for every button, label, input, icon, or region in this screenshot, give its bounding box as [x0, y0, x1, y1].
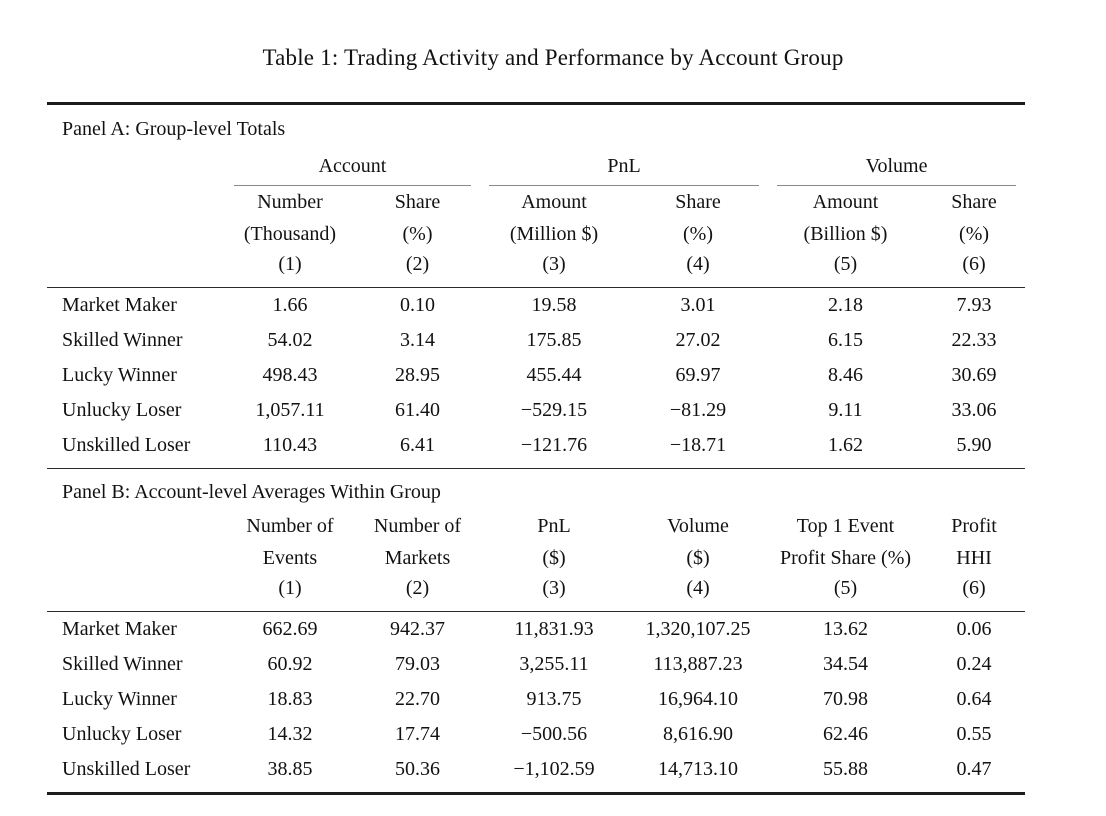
- cell-value: 9.11: [828, 399, 863, 421]
- table-row-unskilled-loser: [47, 752, 1025, 794]
- cell-value: 8.46: [828, 364, 863, 386]
- panel-a-label: Panel A: Group-level Totals: [47, 104, 1025, 152]
- column-header: Amount: [521, 190, 587, 213]
- panel-b-column-header-line2: [47, 542, 1025, 574]
- spacer-cell: [47, 151, 225, 186]
- cell-value: 1,320,107.25: [645, 618, 751, 640]
- panel-a-header-row: [47, 104, 1025, 152]
- cell-value: 33.06: [951, 399, 997, 421]
- cell-value: 0.24: [956, 653, 992, 675]
- panel-a-column-header-line2: [47, 218, 1025, 250]
- column-header-unit: (Million $): [509, 222, 599, 245]
- cell-value: −529.15: [520, 399, 588, 421]
- column-number: (4): [628, 250, 768, 288]
- cell-value: 22.70: [395, 688, 440, 710]
- column-number: (1): [225, 250, 355, 288]
- spacer-cell: [47, 186, 225, 218]
- column-number: (3): [480, 250, 628, 288]
- column-header: PnL: [537, 514, 571, 537]
- column-header-unit: ($): [542, 546, 566, 569]
- table-row-market-maker: [47, 612, 1025, 648]
- cell-value: 55.88: [768, 752, 923, 794]
- cell-value: 54.02: [267, 329, 313, 351]
- spacer-cell: [47, 218, 225, 250]
- row-label: Unlucky Loser: [62, 723, 182, 745]
- column-header-unit: ($): [686, 546, 710, 569]
- column-header: Number of: [373, 514, 462, 537]
- column-header: Number of: [246, 514, 334, 537]
- cell-value: 22.33: [951, 329, 997, 351]
- row-label: Unskilled Loser: [47, 752, 225, 794]
- column-header: Share: [951, 190, 997, 213]
- cell-value: 14,713.10: [628, 752, 768, 794]
- cell-value: 11,831.93: [514, 618, 594, 640]
- panel-a-column-number-row: [47, 250, 1025, 288]
- column-header: Share: [675, 190, 721, 213]
- table-row-skilled-winner: [47, 647, 1025, 682]
- column-number: (5): [768, 250, 923, 288]
- column-number: (2): [355, 250, 480, 288]
- cell-value: 3.14: [400, 329, 435, 351]
- column-header-unit: (Thousand): [243, 222, 337, 245]
- row-label: Unlucky Loser: [62, 399, 182, 421]
- column-header: Amount: [812, 190, 879, 213]
- cell-value: 1.66: [272, 294, 308, 316]
- cell-value: 30.69: [951, 364, 997, 386]
- cell-value: 27.02: [675, 329, 721, 351]
- cell-value: 62.46: [823, 723, 868, 745]
- cell-value: 942.37: [390, 618, 445, 640]
- group-header-pnl: [480, 151, 768, 186]
- cell-value: 6.15: [828, 329, 863, 351]
- group-header-volume-label: Volume: [777, 155, 1016, 186]
- cell-value: 8,616.90: [663, 723, 733, 745]
- cell-value: −81.29: [669, 399, 727, 421]
- cell-value: 5.90: [923, 428, 1025, 469]
- cell-value: 113,887.23: [653, 653, 743, 675]
- table-row-unskilled-loser: [47, 428, 1025, 469]
- cell-value: 6.41: [355, 428, 480, 469]
- column-header-unit: HHI: [956, 546, 992, 569]
- group-header-account: [225, 151, 480, 186]
- column-header-unit: Events: [262, 546, 318, 569]
- column-header: Top 1 Event: [796, 514, 895, 537]
- spacer-cell: [47, 510, 225, 542]
- cell-value: −18.71: [628, 428, 768, 469]
- column-header: Profit: [951, 514, 997, 537]
- row-label: Lucky Winner: [62, 688, 177, 710]
- cell-value: 19.58: [531, 294, 577, 316]
- column-number: (1): [225, 574, 355, 612]
- cell-value: 0.47: [923, 752, 1025, 794]
- row-label: Market Maker: [62, 294, 177, 316]
- table-title: Table 1: Trading Activity and Performance by Account Group: [262, 45, 844, 70]
- cell-value: 61.40: [395, 399, 440, 421]
- column-number: (5): [768, 574, 923, 612]
- row-label: Skilled Winner: [62, 329, 183, 351]
- cell-value: 913.75: [526, 688, 582, 710]
- spacer-cell: [47, 542, 225, 574]
- group-header-volume: [768, 151, 1025, 186]
- spacer-cell: [47, 574, 225, 612]
- cell-value: 110.43: [225, 428, 355, 469]
- cell-value: 0.10: [400, 294, 435, 316]
- panel-a-group-header-row: [47, 151, 1025, 186]
- cell-value: 1,057.11: [255, 399, 325, 421]
- column-header: Number: [257, 190, 323, 213]
- column-header-unit: (%): [683, 222, 713, 245]
- column-number: (6): [923, 250, 1025, 288]
- cell-value: 79.03: [395, 653, 440, 675]
- panel-b-column-number-row: [47, 574, 1025, 612]
- cell-value: 0.06: [956, 618, 992, 640]
- column-header-unit: (%): [402, 222, 433, 245]
- row-label: Lucky Winner: [62, 364, 177, 386]
- table-row-market-maker: [47, 288, 1025, 324]
- cell-value: 28.95: [395, 364, 440, 386]
- column-header-unit: Markets: [384, 546, 451, 569]
- row-label: Market Maker: [62, 618, 177, 640]
- column-number: (4): [628, 574, 768, 612]
- column-header-unit: (%): [959, 222, 990, 245]
- trading-activity-table: [47, 102, 1025, 795]
- column-header: Share: [394, 190, 441, 213]
- group-header-account-label: Account: [234, 155, 471, 186]
- panel-b-label: Panel B: Account-level Averages Within Group: [62, 481, 441, 503]
- table-row-skilled-winner: [47, 323, 1025, 358]
- cell-value: 7.93: [956, 294, 992, 316]
- spacer-cell: [47, 250, 225, 288]
- cell-value: 34.54: [823, 653, 868, 675]
- cell-value: 2.18: [828, 294, 863, 316]
- cell-value: 60.92: [267, 653, 313, 675]
- panel-b-column-header-line1: [47, 510, 1025, 542]
- cell-value: −500.56: [520, 723, 588, 745]
- cell-value: 13.62: [823, 618, 868, 640]
- row-label: Skilled Winner: [62, 653, 183, 675]
- cell-value: 69.97: [675, 364, 721, 386]
- row-label: Unskilled Loser: [47, 428, 225, 469]
- cell-value: −1,102.59: [480, 752, 628, 794]
- cell-value: 1.62: [768, 428, 923, 469]
- column-number: (3): [480, 574, 628, 612]
- column-header-unit: (Billion $): [803, 222, 888, 245]
- group-header-pnl-label: PnL: [489, 155, 759, 186]
- cell-value: 3.01: [680, 294, 716, 316]
- column-number: (6): [923, 574, 1025, 612]
- column-header: Volume: [667, 514, 729, 537]
- table-row-lucky-winner: [47, 358, 1025, 393]
- cell-value: 17.74: [395, 723, 440, 745]
- table-row-unlucky-loser: [47, 393, 1025, 428]
- cell-value: 38.85: [225, 752, 355, 794]
- cell-value: 18.83: [267, 688, 313, 710]
- panel-b-header-row: [47, 469, 1025, 511]
- cell-value: 50.36: [355, 752, 480, 794]
- table-row-unlucky-loser: [47, 717, 1025, 752]
- cell-value: 662.69: [262, 618, 318, 640]
- column-header-unit: Profit Share (%): [779, 546, 912, 569]
- cell-value: −121.76: [480, 428, 628, 469]
- panel-a-column-header-line1: [47, 186, 1025, 218]
- cell-value: 70.98: [823, 688, 868, 710]
- table-row-lucky-winner: [47, 682, 1025, 717]
- cell-value: 3,255.11: [519, 653, 589, 675]
- cell-value: 175.85: [526, 329, 582, 351]
- cell-value: 16,964.10: [658, 688, 738, 710]
- cell-value: 498.43: [262, 364, 318, 386]
- column-number: (2): [355, 574, 480, 612]
- cell-value: 0.64: [956, 688, 992, 710]
- cell-value: 0.55: [956, 723, 992, 745]
- cell-value: 455.44: [526, 364, 582, 386]
- cell-value: 14.32: [267, 723, 313, 745]
